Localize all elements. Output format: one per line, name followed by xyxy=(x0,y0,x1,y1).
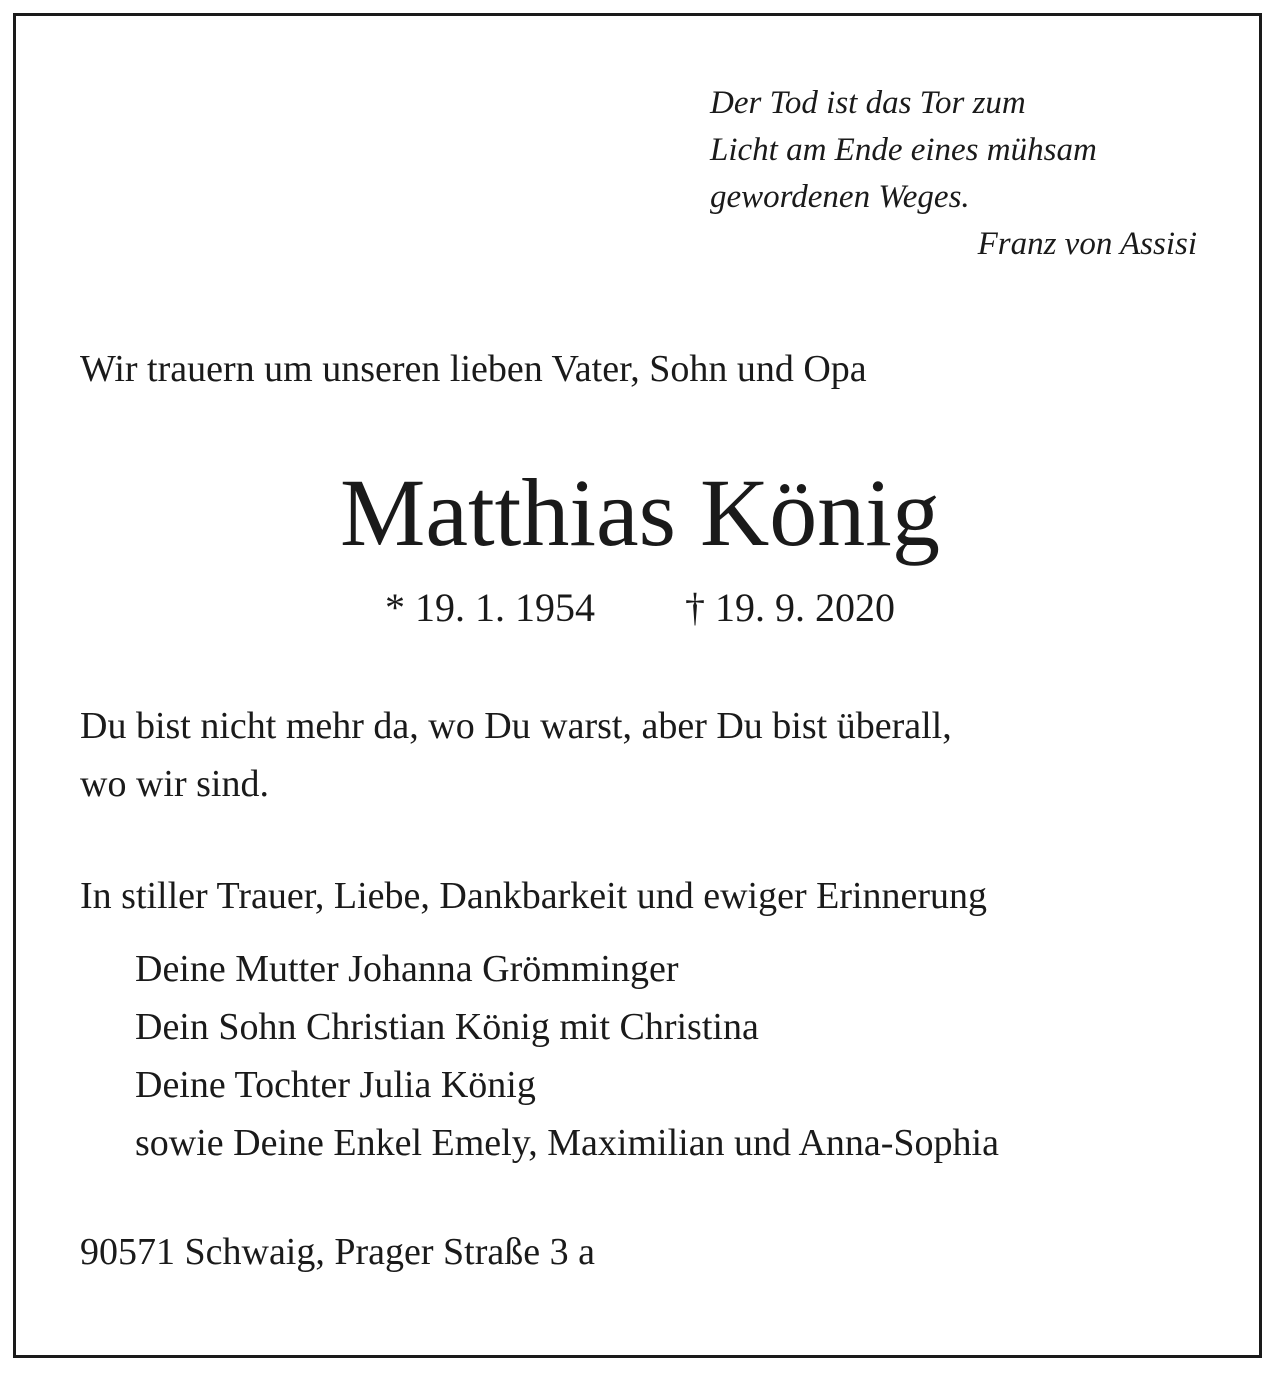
family-address: 90571 Schwaig, Prager Straße 3 a xyxy=(80,1231,595,1273)
quote-line: Der Tod ist das Tor zum xyxy=(710,85,1026,121)
birth-date: * 19. 1. 1954 xyxy=(385,585,595,630)
life-dates xyxy=(0,583,1280,633)
quote-author: Franz von Assisi xyxy=(977,226,1197,262)
mourner-entry: Dein Sohn Christian König mit Christina xyxy=(135,1006,759,1048)
mourners-list xyxy=(135,940,999,1172)
mourner-entry: Deine Tochter Julia König xyxy=(135,1064,536,1106)
deceased-name: Matthias König xyxy=(340,459,940,566)
verse-line: Du bist nicht mehr da, wo Du warst, aber Du bist überall, xyxy=(80,705,952,747)
mourner-entry: sowie Deine Enkel Emely, Maximilian und Anna-Sophia xyxy=(135,1122,999,1164)
mourning-line: In stiller Trauer, Liebe, Dankbarkeit und ewiger Erinnerung xyxy=(80,875,988,917)
mourner-entry: Deine Mutter Johanna Grömminger xyxy=(135,948,679,990)
memorial-quote xyxy=(710,80,1205,268)
quote-line: gewordenen Weges. xyxy=(710,179,970,215)
intro-text: Wir trauern um unseren lieben Vater, Sohn und Opa xyxy=(80,348,867,390)
verse-line: wo wir sind. xyxy=(80,763,269,805)
quote-line: Licht am Ende eines mühsam xyxy=(710,132,1097,168)
death-date: † 19. 9. 2020 xyxy=(685,585,895,630)
verse-text xyxy=(80,697,1210,813)
